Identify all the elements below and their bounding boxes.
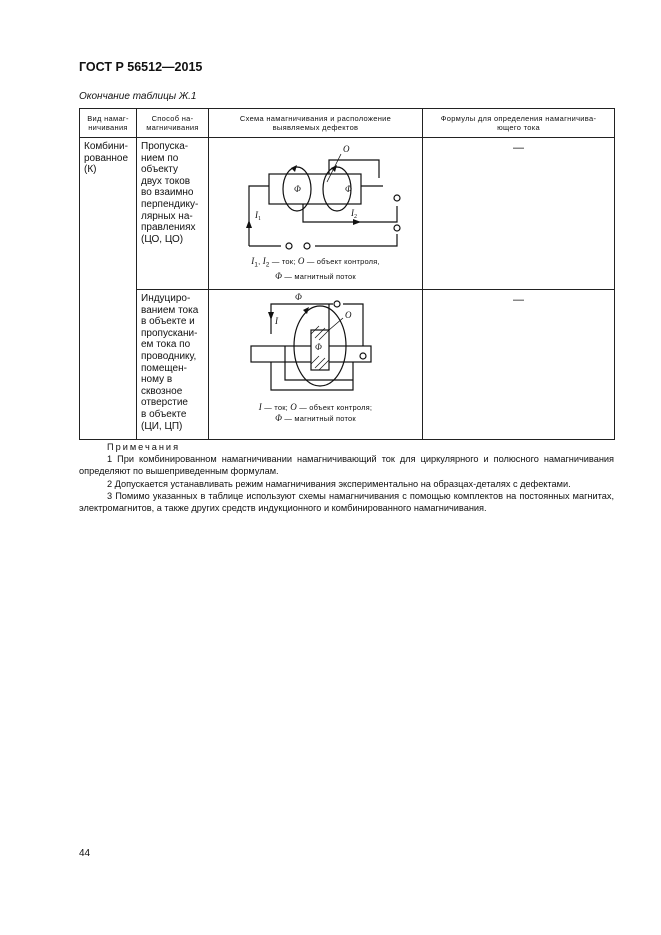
cell-formula: — bbox=[423, 138, 615, 290]
current-arrow-icon bbox=[246, 220, 252, 228]
cell-method: Индуциро- ванием тока в объекте и пропускани- ем тока по проводнику, помещен- ному в сквозное отверстие в объекте (ЦИ, ЦП) bbox=[137, 290, 209, 440]
label-current-1: $I_1$ bbox=[254, 210, 261, 222]
diagram-legend: I — ток; O — объект контроля; Φ — магнитный поток bbox=[258, 402, 373, 423]
table-row bbox=[80, 290, 615, 440]
note-item: 3 Помимо указанных в таблице используют схемы намагничивания с помощью комплектов на постоянных магнитах, электромагнитов, а также других средств индукционного и комбинированного намагничивания. bbox=[79, 490, 614, 514]
header-method: Способ на- магничивания bbox=[137, 109, 209, 138]
flux-arrow-icon bbox=[331, 165, 337, 172]
table-header-row bbox=[80, 109, 615, 138]
magnetization-table bbox=[79, 108, 615, 440]
header-scheme: Схема намагничивания и расположение выявляемых дефектов bbox=[209, 109, 423, 138]
notes bbox=[79, 441, 614, 514]
label-current-2: $I_2$ bbox=[350, 208, 357, 220]
induction-magnetization-diagram bbox=[211, 290, 421, 402]
label-flux: Φ bbox=[293, 184, 301, 194]
combined-magnetization-diagram bbox=[211, 138, 421, 256]
flux-arrow-icon bbox=[291, 165, 297, 172]
cell-scheme bbox=[209, 290, 423, 440]
table-caption: Окончание таблицы Ж.1 bbox=[79, 91, 197, 102]
label-flux: Φ bbox=[314, 342, 322, 352]
label-current: I bbox=[274, 316, 278, 326]
header-type: Вид намаг- ничивания bbox=[80, 109, 137, 138]
page-number: 44 bbox=[79, 848, 91, 859]
table-row bbox=[80, 138, 615, 290]
cell-scheme bbox=[209, 138, 423, 290]
diagram-legend: $I_1$, $I_2$ — ток; O — объект контроля, Φ — магнитный поток bbox=[251, 256, 380, 281]
cell-formula: — bbox=[423, 290, 615, 440]
current-arrow-icon bbox=[268, 312, 274, 320]
notes-title: Примечания bbox=[107, 442, 181, 452]
note-item: 2 Допускается устанавливать режим намагничивания экспериментально на образцах-деталях с дефектами. bbox=[107, 478, 571, 489]
label-flux: Φ bbox=[344, 184, 352, 194]
cell-method: Пропуска- нием по объекту двух токов во взаимно перпендику- лярных на- правлениях (ЦО, ЦО) bbox=[137, 138, 209, 290]
label-flux: Φ bbox=[294, 292, 302, 302]
document-code: ГОСТ Р 56512—2015 bbox=[79, 60, 203, 74]
label-object: O bbox=[344, 310, 351, 320]
header-formulas: Формулы для определения намагничива- ющего тока bbox=[423, 109, 615, 138]
note-item: 1 При комбинированном намагничивании намагничивающий ток для циркулярного и полюсного намагничивания определяют по вышеприведенным формулам. bbox=[79, 454, 614, 477]
label-object: O bbox=[342, 144, 349, 154]
cell-type: Комбини- рованное (К) bbox=[80, 138, 137, 440]
